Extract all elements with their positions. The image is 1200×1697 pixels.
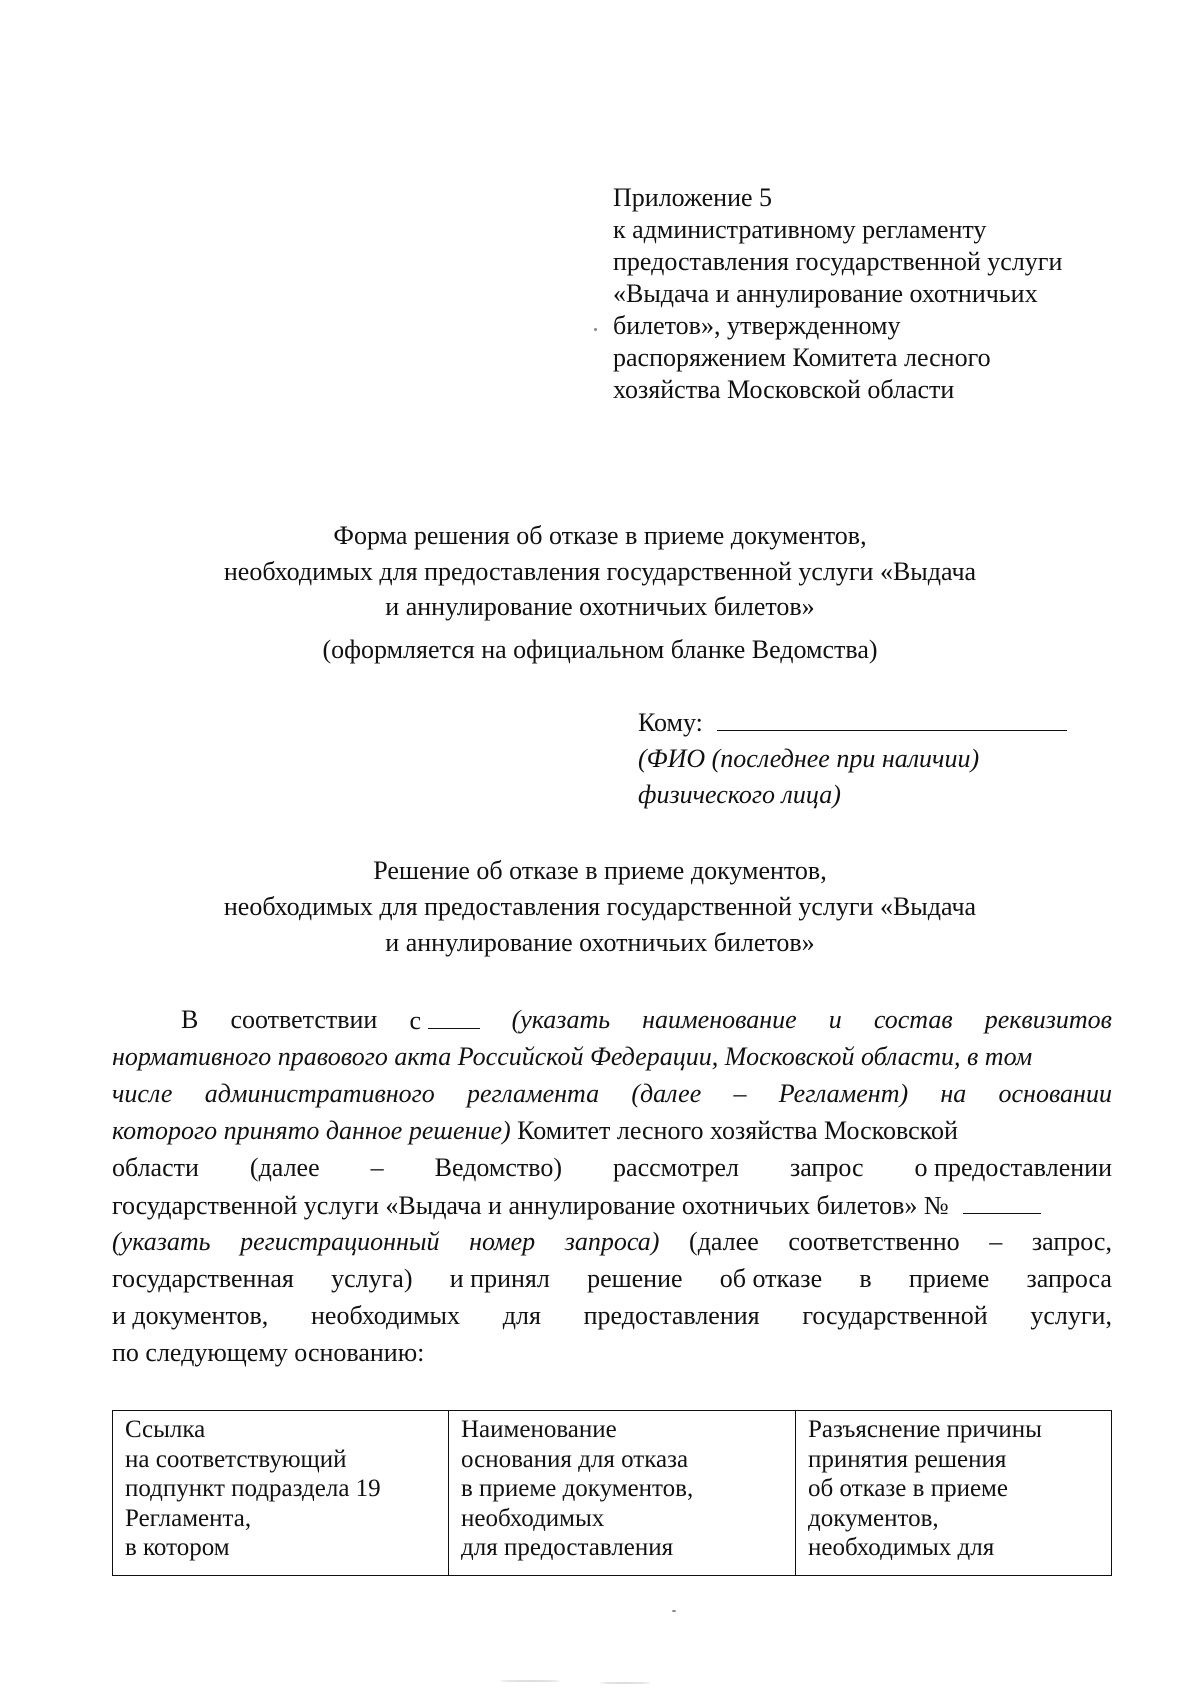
legal-act-field[interactable] — [428, 1004, 480, 1029]
recipient-name-field[interactable] — [717, 706, 1067, 731]
table-header-row — [113, 1411, 1112, 1576]
table-header-cell: Ссылка на соответствующий подпункт подраздела 19 Регламента, в котором — [113, 1411, 449, 1576]
form-title-line: необходимых для предоставления государственной услуги «Выдача — [223, 557, 977, 586]
appendix-line: билетов», утвержденному — [613, 311, 901, 340]
decision-title-line: необходимых для предоставления государственной услуги «Выдача — [223, 892, 977, 921]
body-line: области (далее – Ведомство) рассмотрел запрос о предоставлении — [112, 1153, 1112, 1182]
recipient-note: физического лица) — [638, 780, 841, 809]
form-title-line: (оформляется на официальном бланке Ведомства) — [322, 635, 878, 664]
scan-speck — [600, 1682, 650, 1684]
scan-speck — [594, 328, 597, 331]
body-line: и документов, необходимых для предоставления государственной услуги, — [112, 1301, 1112, 1330]
body-line: В соответствии с (указать наименование и состав реквизитов — [181, 1005, 1112, 1035]
decision-title-line: Решение об отказе в приеме документов, — [373, 856, 827, 885]
body-line: числе административного регламента (далее – Регламент) на основании — [112, 1079, 1112, 1108]
table-header-cell: Разъяснение причины принятия решения об отказе в приеме документов, необходимых для — [796, 1411, 1112, 1576]
form-title-line: и аннулирование охотничьих билетов» — [385, 592, 815, 621]
recipient-label: Кому: — [638, 708, 703, 737]
appendix-line: предоставления государственной услуги — [613, 247, 1063, 276]
request-number-field[interactable] — [963, 1189, 1041, 1214]
decision-title-line: и аннулирование охотничьих билетов» — [385, 928, 815, 957]
appendix-line: к административному регламенту — [613, 215, 987, 244]
appendix-line: Приложение 5 — [613, 183, 773, 212]
recipient-line — [638, 706, 1067, 739]
body-line: государственной услуги «Выдача и аннулирование охотничьих билетов» № — [112, 1189, 1041, 1222]
body-line: которого принято данное решение) Комитет лесного хозяйства Московской — [112, 1116, 958, 1145]
body-line: нормативного правового акта Российской Федерации, Московской области, в том — [112, 1042, 1033, 1071]
refusal-reasons-table — [112, 1410, 1112, 1576]
body-line: (указать регистрационный номер запроса) (далее соответственно – запрос, — [112, 1227, 1112, 1256]
scan-speck — [672, 1610, 676, 1612]
table-header-cell: Наименование основания для отказа в приеме документов, необходимых для предоставления — [449, 1411, 796, 1576]
recipient-note: (ФИО (последнее при наличии) — [638, 744, 980, 773]
appendix-line: «Выдача и аннулирование охотничьих — [613, 279, 1038, 308]
form-title-line: Форма решения об отказе в приеме документов, — [333, 521, 867, 550]
body-line: государственная услуга) и принял решение об отказе в приеме запроса — [112, 1264, 1112, 1293]
appendix-line: хозяйства Московской области — [613, 375, 955, 404]
body-line: по следующему основанию: — [112, 1338, 425, 1367]
appendix-line: распоряжением Комитета лесного — [613, 343, 991, 372]
scan-speck — [500, 1680, 560, 1682]
